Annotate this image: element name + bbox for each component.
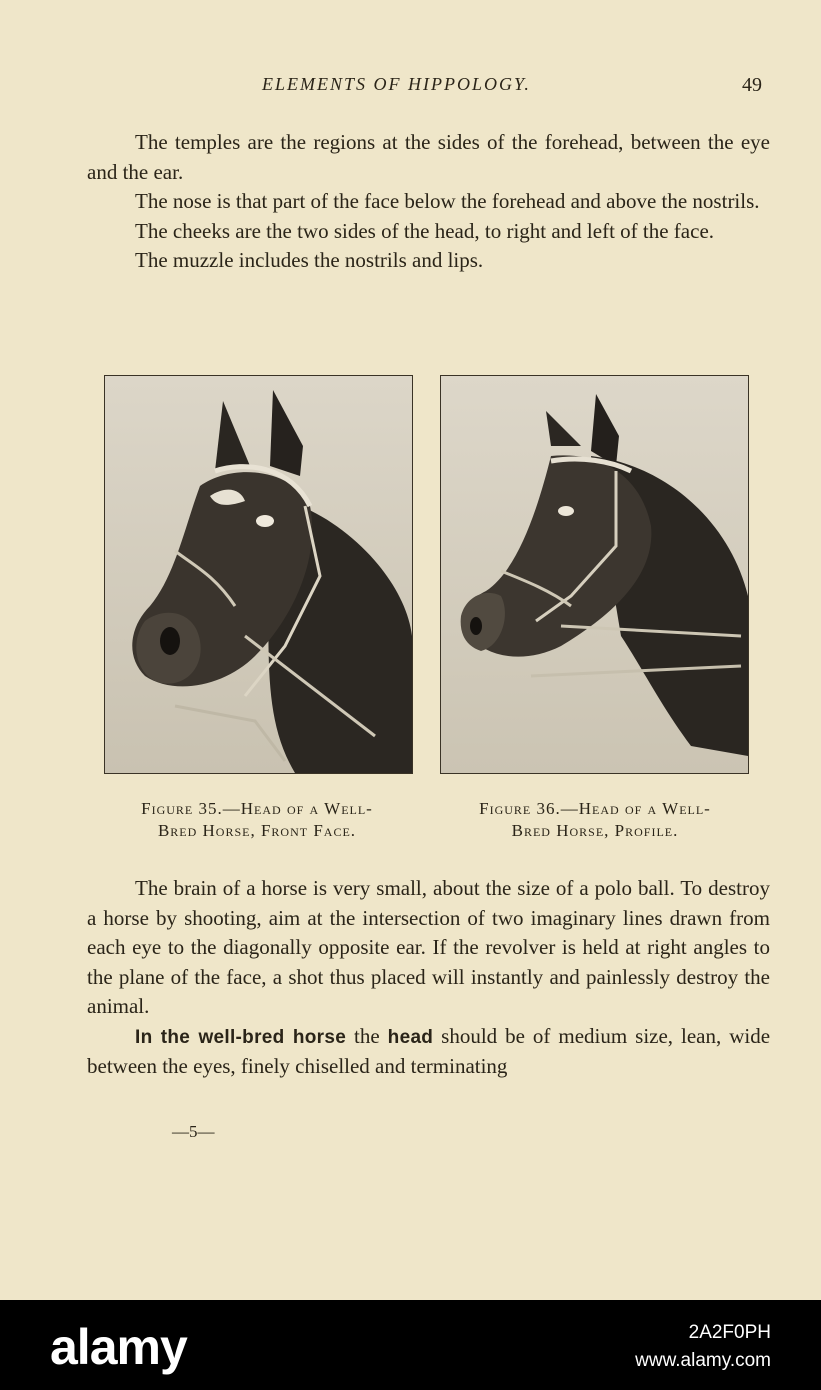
alamy-logo: alamy: [50, 1319, 187, 1375]
caption-figure-36: [430, 798, 760, 842]
figure-36-horse-profile: [440, 375, 749, 774]
image-id: 2A2F0PH: [688, 1322, 771, 1343]
caption-line: Bred Horse, Front Face.: [157, 821, 357, 840]
signature-mark: —5—: [172, 1122, 215, 1141]
bold-term-well-bred-horse: In the well-bred horse: [135, 1026, 347, 1048]
text-block-bottom: [87, 874, 770, 1082]
horse-profile-illustration: [441, 376, 748, 773]
figure-35-horse-front: [104, 375, 413, 774]
caption-figure-35: [92, 798, 422, 842]
horse-front-illustration: [105, 376, 412, 773]
paragraph-brain: The brain of a horse is very small, about the size of a polo ball. To destroy a horse by shooting, aim at the intersection of two imaginary lines drawn from each eye to the diagonally opposite ear. If the revolver is held at right angles to the plane of the face, a shot thus placed will instantly and painlessly destroy the animal.: [87, 876, 770, 1018]
page-number: 49: [742, 74, 762, 96]
text-block-top: [87, 128, 770, 276]
paragraph-cheeks: The cheeks are the two sides of the head, to right and left of the face.: [135, 218, 715, 243]
paragraph-text: the: [346, 1023, 388, 1048]
caption-line: Bred Horse, Profile.: [511, 821, 679, 840]
running-head: [0, 74, 821, 102]
footer-url: www.alamy.com: [635, 1350, 771, 1371]
running-title: ELEMENTS OF HIPPOLOGY.: [262, 74, 531, 94]
bold-term-head: head: [387, 1026, 434, 1048]
caption-line: Figure 36.—Head of a Well-: [479, 799, 711, 818]
watermark-footer: [0, 1300, 821, 1390]
paragraph-muzzle: The muzzle includes the nostrils and lips.: [135, 248, 484, 272]
paragraph-text: should be of medium size, lean, wide between the eyes, finely chiselled and terminating: [87, 1023, 771, 1078]
paragraph-temples: The temples are the regions at the sides of the forehead, between the eye and the ear.: [87, 130, 770, 184]
caption-line: Figure 35.—Head of a Well-: [141, 799, 373, 818]
paragraph-well-bred-head: [87, 1022, 770, 1082]
paragraph-nose: The nose is that part of the face below the forehead and above the nostrils.: [135, 189, 760, 213]
